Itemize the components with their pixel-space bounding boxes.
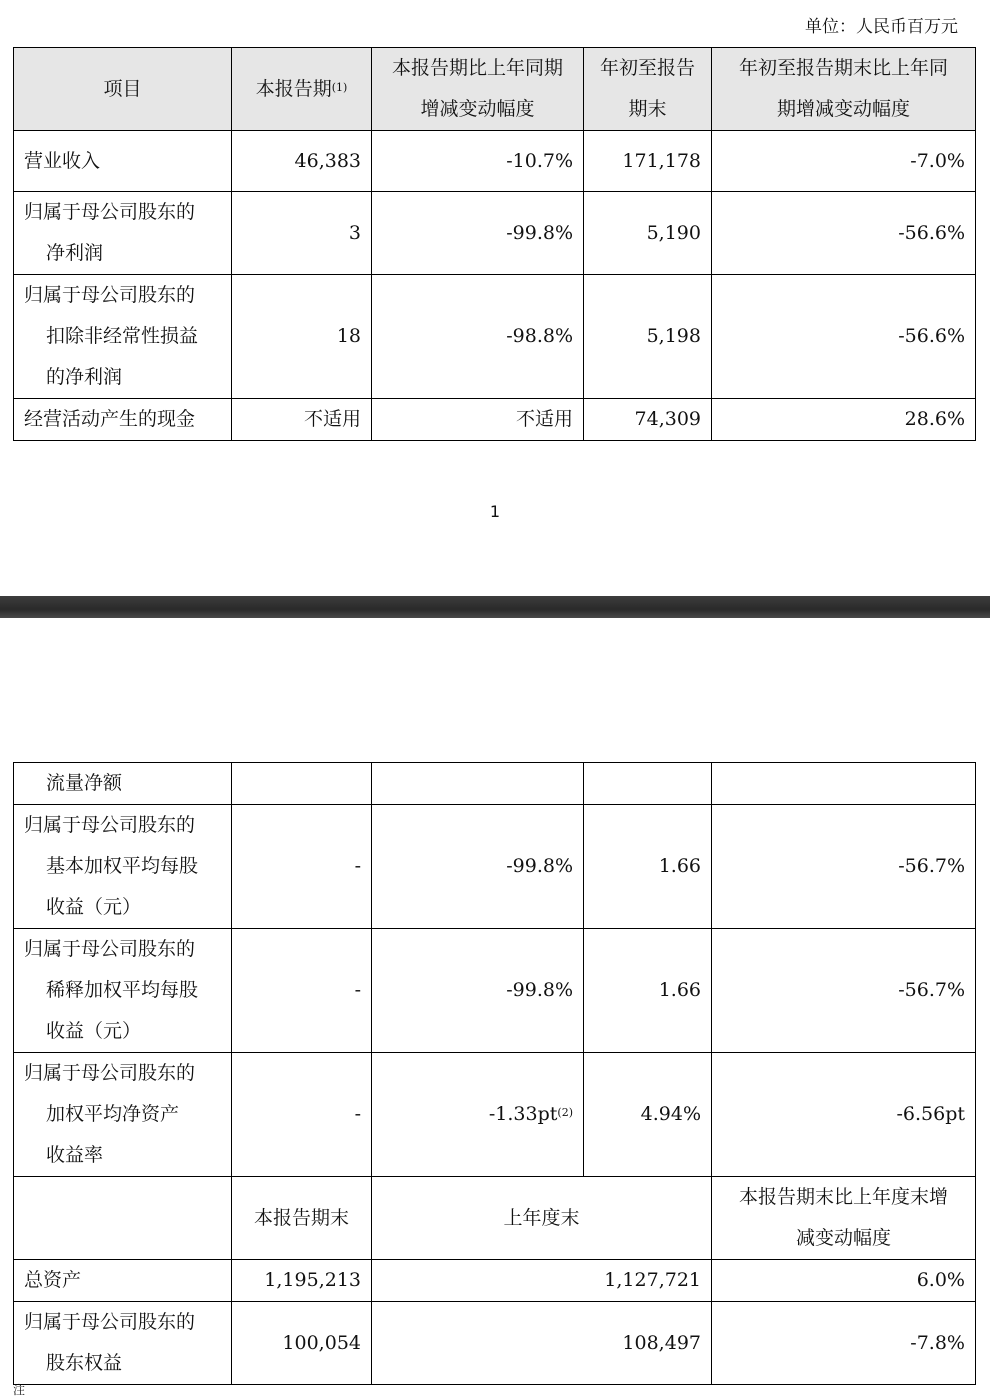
cell-ytd: 4.94% (584, 1053, 712, 1177)
header-ytd: 年初至报告 期末 (584, 48, 712, 131)
cell-ytd: 5,198 (584, 275, 712, 399)
cell-current: 不适用 (232, 399, 372, 441)
cell-ytd: 74,309 (584, 399, 712, 441)
row-label: 流量净额 (14, 763, 232, 805)
cell-change: -7.8% (712, 1302, 976, 1385)
financial-table-page2 (13, 762, 976, 1385)
header-change: 本报告期末比上年度末增 减变动幅度 (712, 1177, 976, 1260)
cell-period-end: 100,054 (232, 1302, 372, 1385)
footnote-fragment: 注 (13, 1383, 26, 1397)
financial-table-page1 (13, 47, 976, 441)
row-label: 归属于母公司股东的 基本加权平均每股 收益（元） (14, 805, 232, 929)
cell-ytd-yoy: -56.7% (712, 929, 976, 1053)
cell-change: 6.0% (712, 1260, 976, 1302)
cell-prior-year-end: 1,127,721 (372, 1260, 712, 1302)
table-row (14, 1053, 976, 1177)
page-separator (0, 596, 990, 618)
cell-ytd: 1.66 (584, 929, 712, 1053)
cell-yoy: -98.8% (372, 275, 584, 399)
cell-current (232, 763, 372, 805)
row-label: 归属于母公司股东的 加权平均净资产 收益率 (14, 1053, 232, 1177)
row-label: 经营活动产生的现金 (14, 399, 232, 441)
table-row (14, 929, 976, 1053)
cell-ytd-yoy: -6.56pt (712, 1053, 976, 1177)
table-header-row (14, 48, 976, 131)
header-current-period: 本报告期$^{(1)}$ (232, 48, 372, 131)
cell-ytd-yoy (712, 763, 976, 805)
table-row (14, 399, 976, 441)
cell-period-end: 1,195,213 (232, 1260, 372, 1302)
header-ytd-yoy-change: 年初至报告期末比上年同 期增减变动幅度 (712, 48, 976, 131)
cell-yoy: 不适用 (372, 399, 584, 441)
cell-current: - (232, 1053, 372, 1177)
row-label: 归属于母公司股东的 稀释加权平均每股 收益（元） (14, 929, 232, 1053)
cell-ytd (584, 763, 712, 805)
table-row (14, 131, 976, 192)
row-label: 总资产 (14, 1260, 232, 1302)
table-row (14, 805, 976, 929)
cell-current: 46,383 (232, 131, 372, 192)
cell-ytd-yoy: -56.6% (712, 275, 976, 399)
table-row (14, 1302, 976, 1385)
cell-ytd-yoy: 28.6% (712, 399, 976, 441)
cell-ytd-yoy: -7.0% (712, 131, 976, 192)
cell-yoy (372, 763, 584, 805)
header-period-end: 本报告期末 (232, 1177, 372, 1260)
header-yoy-change: 本报告期比上年同期 增减变动幅度 (372, 48, 584, 131)
balance-header-row (14, 1177, 976, 1260)
cell-ytd-yoy: -56.7% (712, 805, 976, 929)
cell-yoy: -99.8% (372, 929, 584, 1053)
cell-yoy: -10.7% (372, 131, 584, 192)
cell-yoy: -99.8% (372, 805, 584, 929)
header-item: 项目 (14, 48, 232, 131)
row-label: 归属于母公司股东的 股东权益 (14, 1302, 232, 1385)
table-row (14, 763, 976, 805)
table-row (14, 192, 976, 275)
cell-ytd: 171,178 (584, 131, 712, 192)
cell-yoy: -99.8% (372, 192, 584, 275)
header-prior-year-end: 上年度末 (372, 1177, 712, 1260)
table-row (14, 1260, 976, 1302)
row-label: 归属于母公司股东的 扣除非经常性损益 的净利润 (14, 275, 232, 399)
cell-current: - (232, 805, 372, 929)
row-label: 营业收入 (14, 131, 232, 192)
cell-current: 3 (232, 192, 372, 275)
cell-current: - (232, 929, 372, 1053)
cell-yoy: $-1.33pt^{(2)}$ (372, 1053, 584, 1177)
balance-header-blank (14, 1177, 232, 1260)
page-number: 1 (489, 502, 501, 521)
table-row (14, 275, 976, 399)
unit-label: 单位：人民币百万元 (805, 17, 958, 37)
cell-ytd: 5,190 (584, 192, 712, 275)
cell-ytd-yoy: -56.6% (712, 192, 976, 275)
row-label: 归属于母公司股东的 净利润 (14, 192, 232, 275)
cell-prior-year-end: 108,497 (372, 1302, 712, 1385)
cell-current: 18 (232, 275, 372, 399)
cell-ytd: 1.66 (584, 805, 712, 929)
